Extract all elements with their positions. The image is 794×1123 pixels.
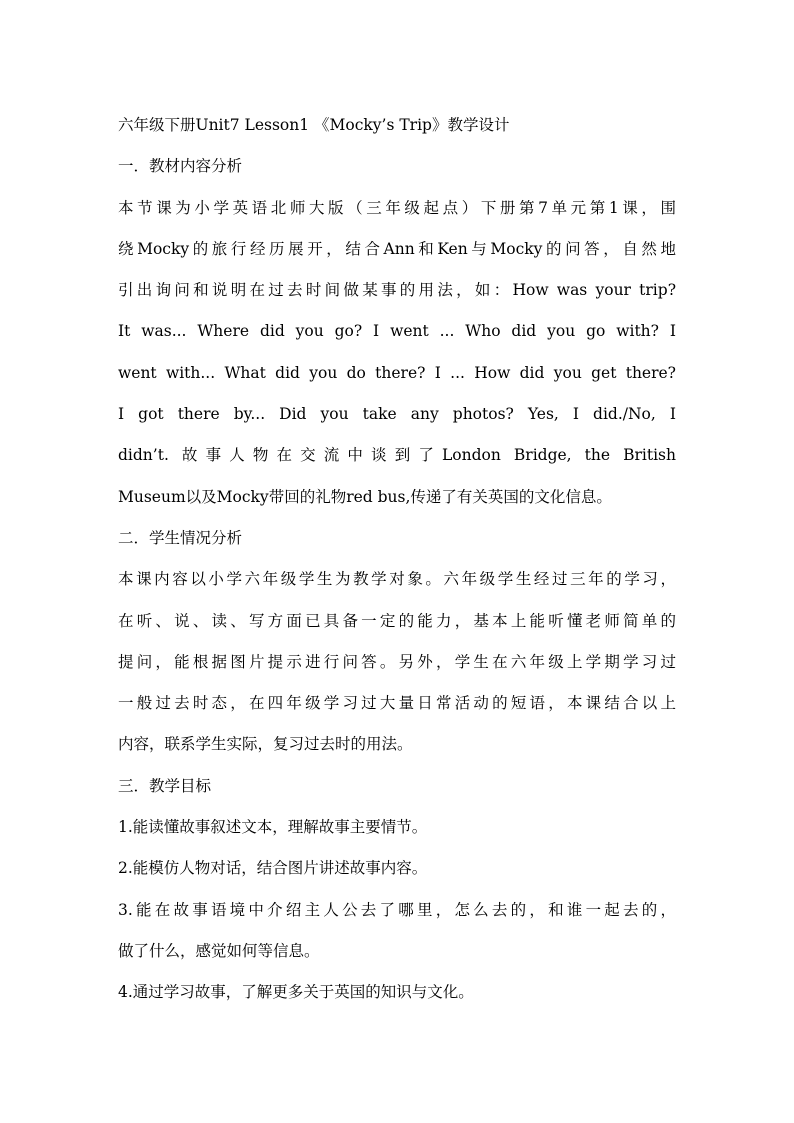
paragraph-line: didn’t. 故事人物在交流中谈到了London Bridge, the British <box>118 446 676 465</box>
paragraph-line: 1.能读懂故事叙述文本，理解故事主要情节。 <box>118 818 428 837</box>
paragraph-line: It was... Where did you go? I went ... Who did you go with? I <box>118 322 676 341</box>
paragraph-line: 绕Mocky的旅行经历展开，结合Ann和Ken与Mocky的问答，自然地 <box>118 239 676 258</box>
paragraph-line: 在听、说、读、写方面已具备一定的能力，基本上能听懂老师简单的 <box>118 611 676 630</box>
paragraph-line: 一般过去时态，在四年级学习过大量日常活动的短语，本课结合以上 <box>118 694 676 713</box>
paragraph-line: 本节课为小学英语北师大版（三年级起点）下册第7单元第1课，围 <box>118 198 676 217</box>
paragraph-line: 内容，联系学生实际，复习过去时的用法。 <box>118 735 413 754</box>
paragraph-line: Museum以及Mocky带回的礼物red bus,传递了有关英国的文化信息。 <box>118 487 612 506</box>
section-heading: 二．学生情况分析 <box>118 528 243 547</box>
paragraph-line: went with... What did you do there? I ... How did you get there? <box>118 363 676 382</box>
document-title: 六年级下册Unit7 Lesson1 《Mocky’s Trip》教学设计 <box>118 116 510 134</box>
paragraph-line: 引出询问和说明在过去时间做某事的用法，如：How was your trip? <box>118 281 676 300</box>
paragraph-line: 2.能模仿人物对话，结合图片讲述故事内容。 <box>118 859 428 878</box>
document-page <box>118 105 676 1014</box>
paragraph-line: 提问，能根据图片提示进行问答。另外，学生在六年级上学期学习过 <box>118 652 676 671</box>
paragraph-line: 4.通过学习故事，了解更多关于英国的知识与文化。 <box>118 983 474 1002</box>
section-heading: 一．教材内容分析 <box>118 157 243 176</box>
paragraph-line: I got there by... Did you take any photos? Yes, I did./No, I <box>118 405 676 424</box>
paragraph-line: 3.能在故事语境中介绍主人公去了哪里，怎么去的，和谁一起去的， <box>118 900 676 919</box>
paragraph-line: 本课内容以小学六年级学生为教学对象。六年级学生经过三年的学习， <box>118 570 676 589</box>
section-heading: 三．教学目标 <box>118 776 212 795</box>
paragraph-line: 做了什么，感觉如何等信息。 <box>118 941 320 960</box>
